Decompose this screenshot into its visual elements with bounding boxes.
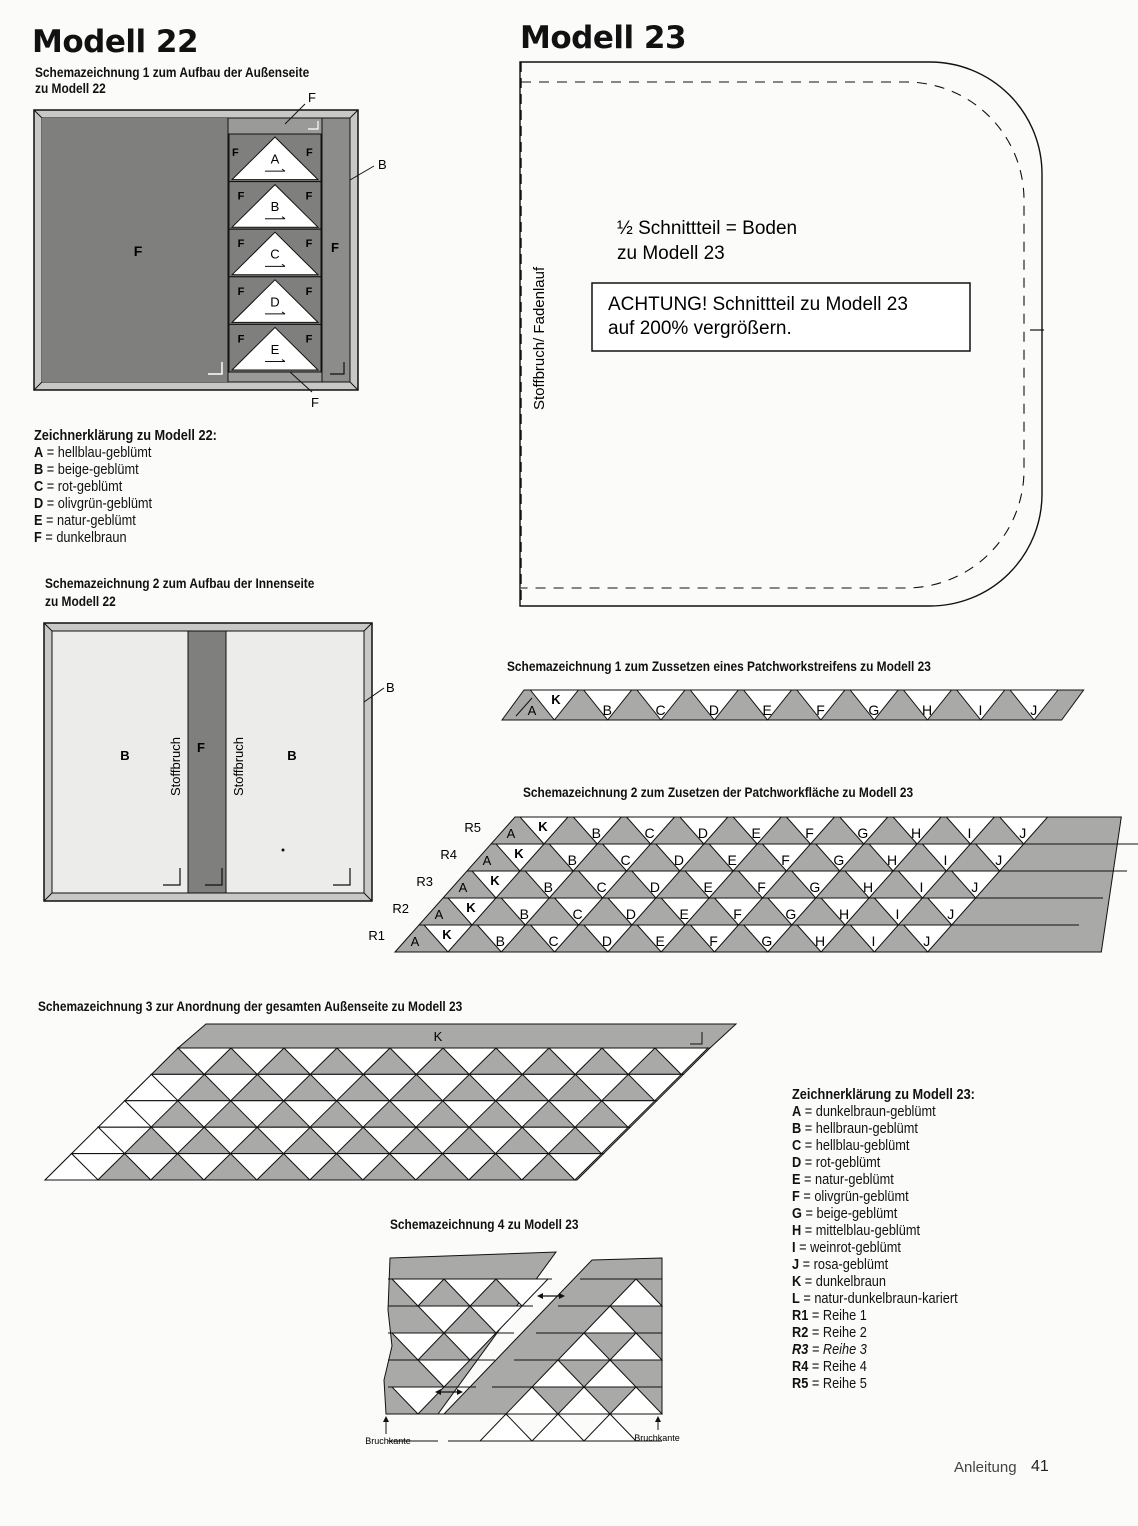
- d2-fold-left: Stoffbruch: [168, 736, 183, 796]
- row-letter: A: [482, 853, 492, 868]
- strip-letter: A: [527, 703, 537, 718]
- row-label: R3: [416, 874, 433, 889]
- legend-value: = hellbraun-geblümt: [801, 1121, 918, 1137]
- pattern-label-line-1: ½ Schnittteil = Boden: [617, 218, 798, 239]
- m22-legend-title: Zeichnerklärung zu Modell 22:: [34, 428, 217, 444]
- row-letter: G: [785, 906, 797, 922]
- legend-key: D: [34, 496, 44, 512]
- row-letter: J: [947, 906, 955, 922]
- d4-right-triangle: [532, 1414, 584, 1441]
- legend-key: R1: [792, 1308, 809, 1324]
- legend-key: R3: [792, 1342, 809, 1358]
- row-letter: G: [809, 879, 821, 895]
- legend-value: = mittelblau-geblümt: [801, 1223, 921, 1239]
- legend-value: = natur-geblümt: [800, 1172, 894, 1188]
- row-letter: K: [490, 873, 500, 888]
- strip-letter: I: [978, 702, 983, 718]
- corner-label: F: [305, 190, 313, 203]
- strip-letter: E: [762, 702, 772, 718]
- warning-line-2: auf 200% vergrößern.: [608, 318, 792, 339]
- m22-diagram-1: [34, 90, 387, 410]
- row-letter: E: [751, 825, 761, 841]
- d2-center-strip: [188, 631, 226, 893]
- legend-value: = Reihe 2: [808, 1325, 867, 1341]
- row-letter: I: [871, 933, 876, 949]
- row-letter: C: [572, 906, 583, 922]
- block-letter: B: [270, 199, 280, 215]
- row-letter: H: [863, 879, 874, 895]
- m23-diagram-4: [365, 1252, 680, 1446]
- strip-letter: F: [816, 702, 825, 718]
- row-letter: F: [757, 879, 766, 895]
- k-band-label: K: [433, 1029, 443, 1044]
- row-letter: C: [548, 933, 559, 949]
- block-letter: E: [270, 341, 280, 357]
- legend-key: A: [792, 1104, 802, 1120]
- legend-value: = dunkelbraun: [801, 1274, 887, 1290]
- row-letter: F: [805, 825, 814, 841]
- row-letter: K: [466, 900, 476, 915]
- legend-key: R2: [792, 1325, 809, 1341]
- legend-value: = dunkelbraun-geblümt: [801, 1104, 936, 1120]
- modell-22-title: Modell 22: [32, 24, 199, 60]
- legend-value: = beige-geblümt: [801, 1206, 898, 1222]
- legend-key: B: [792, 1121, 802, 1137]
- row-letter: E: [679, 906, 689, 922]
- pattern-label-line-2: zu Modell 23: [617, 243, 725, 264]
- block-letter: C: [270, 246, 280, 262]
- legend-key: L: [792, 1291, 800, 1307]
- footer-section: Anleitung: [954, 1459, 1017, 1476]
- strip-letter: K: [551, 692, 561, 707]
- row-letter: K: [514, 846, 524, 861]
- m22-diagram-2: [44, 623, 395, 901]
- legend-value: = Reihe 3: [808, 1342, 867, 1358]
- d4-right-triangle: [584, 1414, 636, 1441]
- legend-key: D: [792, 1155, 802, 1171]
- row-letter: F: [733, 906, 742, 922]
- d1-main-label: F: [133, 243, 143, 259]
- row-letter: A: [410, 934, 420, 949]
- strip-letter: J: [1030, 702, 1038, 718]
- row-letter: A: [434, 907, 444, 922]
- row-letter: D: [649, 879, 660, 895]
- d2-fold-right: Stoffbruch: [231, 736, 246, 796]
- row-letter: H: [911, 825, 922, 841]
- legend-value: = dunkelbraun: [41, 530, 127, 546]
- m22-caption-1-line-1: Schemazeichnung 1 zum Aufbau der Außenseite: [35, 64, 310, 80]
- row-letter: I: [943, 852, 948, 868]
- legend-value: = natur-dunkelbraun-kariert: [799, 1291, 958, 1307]
- d2-border-callout: B: [386, 680, 395, 695]
- m23-diagram-1: [502, 690, 1084, 720]
- d1-bottom-callout: F: [311, 395, 319, 410]
- legend-key: E: [792, 1172, 801, 1188]
- legend-key: F: [34, 530, 42, 546]
- corner-label: F: [237, 285, 245, 298]
- fold-marker-head: [383, 1416, 389, 1422]
- row-letter: B: [495, 933, 505, 949]
- d2-left-label: B: [120, 748, 130, 763]
- d1-top-callout: F: [308, 90, 316, 105]
- row-label: R1: [368, 928, 385, 943]
- row-letter: E: [655, 933, 665, 949]
- legend-value: = rot-geblümt: [43, 479, 123, 495]
- m23-diagram-3: [45, 1024, 736, 1180]
- legend-key: C: [792, 1138, 802, 1154]
- d1-border-callout: B: [378, 157, 387, 172]
- row-letter: H: [839, 906, 850, 922]
- legend-key: R5: [792, 1376, 809, 1392]
- legend-value: = Reihe 4: [808, 1359, 867, 1375]
- row-letter: J: [995, 852, 1003, 868]
- row-letter: I: [895, 906, 900, 922]
- page-number: 41: [1031, 1458, 1049, 1475]
- corner-label: F: [237, 333, 245, 346]
- row-label: R2: [392, 901, 409, 916]
- row-letter: G: [761, 933, 773, 949]
- corner-label: F: [237, 190, 245, 203]
- block-letter: A: [270, 151, 280, 167]
- row-letter: D: [625, 906, 636, 922]
- legend-value: = hellblau-geblümt: [801, 1138, 910, 1154]
- row-letter: A: [506, 826, 516, 841]
- row-letter: C: [596, 879, 607, 895]
- d2-center-label: F: [197, 740, 205, 755]
- row-letter: G: [833, 852, 845, 868]
- row-letter: J: [923, 933, 931, 949]
- legend-value: = beige-geblümt: [43, 462, 139, 478]
- legend-value: = Reihe 1: [808, 1308, 867, 1324]
- row-label: R5: [464, 820, 481, 835]
- d2-right-label: B: [287, 748, 297, 763]
- row-letter: F: [709, 933, 718, 949]
- legend-value: = Reihe 5: [808, 1376, 867, 1392]
- block-letter: D: [270, 294, 280, 310]
- row-letter: E: [703, 879, 713, 895]
- legend-key: K: [792, 1274, 802, 1290]
- k-band: [178, 1024, 736, 1048]
- m23-pattern-piece: [520, 62, 1044, 606]
- m23-caption-4: Schemazeichnung 4 zu Modell 23: [390, 1216, 579, 1232]
- d4-arrow-head: [457, 1389, 463, 1395]
- row-letter: C: [620, 852, 631, 868]
- legend-key: B: [34, 462, 44, 478]
- legend-key: F: [792, 1189, 800, 1205]
- strip-letter: B: [602, 702, 612, 718]
- legend-value: = hellblau-geblümt: [43, 445, 152, 461]
- d1-corner-f-left: F: [232, 147, 239, 159]
- legend-key: G: [792, 1206, 802, 1222]
- d4-right-triangle: [480, 1414, 532, 1441]
- row-letter: G: [857, 825, 869, 841]
- legend-value: = olivgrün-geblümt: [799, 1189, 909, 1205]
- row-letter: J: [971, 879, 979, 895]
- row-letter: I: [919, 879, 924, 895]
- m23-caption-2: Schemazeichnung 2 zum Zusetzen der Patchworkfläche zu Modell 23: [523, 784, 914, 800]
- row-letter: E: [727, 852, 737, 868]
- row-letter: D: [601, 933, 612, 949]
- row-letter: F: [781, 852, 790, 868]
- d1-bottom-band: [228, 372, 322, 382]
- m23-caption-1: Schemazeichnung 1 zum Zussetzen eines Patchworkstreifens zu Modell 23: [507, 658, 931, 674]
- legend-value: = natur-geblümt: [42, 513, 136, 529]
- warning-line-1: ACHTUNG! Schnittteil zu Modell 23: [608, 294, 908, 315]
- m23-diagram-2: [368, 817, 1138, 952]
- row-letter: K: [442, 927, 452, 942]
- row-letter: J: [1019, 825, 1027, 841]
- pattern-fold-text: Stoffbruch/ Fadenlauf: [531, 266, 548, 410]
- legend-key: I: [792, 1240, 796, 1256]
- m22-caption-2-line-2: zu Modell 22: [45, 593, 116, 609]
- fold-edge-label-right: Bruchkante: [634, 1433, 680, 1443]
- legend-key: A: [34, 445, 44, 461]
- row-letter: C: [644, 825, 655, 841]
- legend-key: E: [34, 513, 43, 529]
- m22-caption-1-line-2: zu Modell 22: [35, 80, 106, 96]
- row-letter: B: [567, 852, 577, 868]
- row-letter: A: [458, 880, 468, 895]
- legend-key: J: [792, 1257, 800, 1273]
- d1-top-band: [228, 118, 322, 134]
- d4-arrow-head: [537, 1293, 543, 1299]
- row-letter: D: [697, 825, 708, 841]
- fold-edge-label-left: Bruchkante: [365, 1436, 411, 1446]
- row-label: R4: [440, 847, 457, 862]
- legend-key: H: [792, 1223, 802, 1239]
- fold-marker-head: [655, 1416, 661, 1422]
- corner-label: F: [305, 238, 313, 251]
- row-letter: B: [543, 879, 553, 895]
- row-letter: B: [519, 906, 529, 922]
- row-letter: I: [967, 825, 972, 841]
- d1-strip-label: F: [331, 240, 339, 255]
- legend-value: = rosa-geblümt: [799, 1257, 889, 1273]
- legend-key: R4: [792, 1359, 809, 1375]
- corner-label: F: [237, 238, 245, 251]
- modell-23-title: Modell 23: [520, 20, 687, 56]
- corner-label: F: [305, 285, 313, 298]
- row-letter: B: [591, 825, 601, 841]
- corner-label: F: [305, 333, 313, 346]
- m22-caption-2-line-1: Schemazeichnung 2 zum Aufbau der Innenseite: [45, 575, 315, 591]
- legend-value: = olivgrün-geblümt: [43, 496, 153, 512]
- strip-letter: D: [708, 702, 719, 718]
- row-letter: H: [887, 852, 898, 868]
- row-letter: D: [673, 852, 684, 868]
- d1-corner-f-right: F: [306, 147, 313, 159]
- legend-key: C: [34, 479, 44, 495]
- legend-value: = weinrot-geblümt: [795, 1240, 901, 1256]
- strip-letter: G: [868, 702, 880, 718]
- m23-caption-3: Schemazeichnung 3 zur Anordnung der gesamten Außenseite zu Modell 23: [38, 998, 463, 1014]
- strip-letter: C: [655, 702, 666, 718]
- m23-legend-title: Zeichnerklärung zu Modell 23:: [792, 1087, 975, 1103]
- row-letter: H: [815, 933, 826, 949]
- row-letter: K: [538, 819, 548, 834]
- strip-letter: H: [922, 702, 933, 718]
- legend-value: = rot-geblümt: [801, 1155, 881, 1171]
